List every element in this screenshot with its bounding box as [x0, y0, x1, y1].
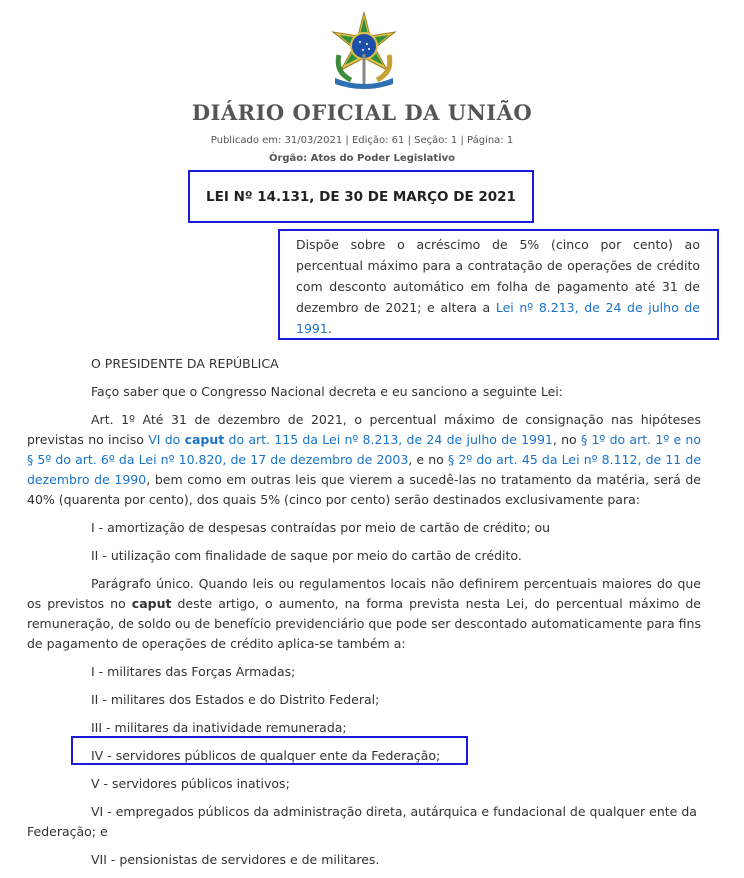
paragraph-item-v: V - servidores públicos inativos;	[91, 776, 290, 791]
article-1-link-2[interactable]: § 1º do art. 1º e no § 5º do art. 6º da Lei nº 10.820, de 17 de dezembro de 2003	[27, 432, 701, 467]
article-1-text: Art. 1º Até 31 de dezembro de 2021, o percentual máximo de consignação nas hipóteses previstas no inciso	[27, 412, 701, 447]
article-1-text-2: , no	[552, 432, 581, 447]
sole-paragraph-text: Parágrafo único. Quando leis ou regulamentos locais não definirem percentuais maiores do que os previstos no	[27, 576, 701, 611]
paragraph-item-iii: III - militares da inatividade remunerada;	[91, 720, 347, 735]
law-body	[27, 354, 701, 878]
article-1-link-1-text: VI do	[148, 432, 185, 447]
article-1-link-1-rest: do art. 115 da Lei nº 8.213, de 24 de julho de 1991	[224, 432, 553, 447]
ementa	[296, 234, 700, 339]
paragraph-item-i: I - militares das Forças Armadas;	[91, 664, 296, 679]
paragraph-item-vii: VII - pensionistas de servidores e de militares.	[91, 852, 380, 867]
article-1-item-ii: II - utilização com finalidade de saque por meio do cartão de crédito.	[91, 548, 522, 563]
sole-paragraph-caput: caput	[131, 596, 172, 611]
sole-paragraph-text-2: deste artigo, o aumento, na forma prevista nesta Lei, do percentual máximo de remuneração, de soldo ou de benefício previdenciário que pode ser descontado automaticamente para fins de pagamento de operações de crédito aplica-se também a:	[27, 596, 701, 651]
intro-line: Faço saber que o Congresso Nacional decreta e eu sanciono a seguinte Lei:	[91, 384, 563, 399]
article-1-text-4: , bem como em outras leis que vierem a sucedê-las no tratamento da matéria, será de 40% (quarenta por cento), dos quais 5% (cinco por cento) serão destinados exclusivamente para:	[27, 472, 701, 507]
article-1-item-i: I - amortização de despesas contraídas por meio de cartão de crédito; ou	[91, 520, 551, 535]
article-1	[27, 410, 701, 510]
publication-meta: Publicado em: 31/03/2021 | Edição: 61 | Seção: 1 | Página: 1	[210, 135, 514, 146]
sole-paragraph	[27, 574, 701, 654]
brazil-coat-of-arms-icon	[325, 10, 403, 90]
president-line: O PRESIDENTE DA REPÚBLICA	[91, 356, 279, 371]
law-title: LEI Nº 14.131, DE 30 DE MARÇO DE 2021	[206, 188, 516, 205]
article-1-link-1-caput: caput	[184, 432, 225, 447]
paragraph-item-ii: II - militares dos Estados e do Distrito Federal;	[91, 692, 380, 707]
ementa-law-link[interactable]: Lei nº 8.213, de 24 de julho de 1991	[296, 300, 700, 336]
law-title-highlight	[188, 170, 534, 223]
ementa-end: .	[327, 321, 332, 336]
page-title: DIÁRIO OFICIAL DA UNIÃO	[191, 100, 533, 125]
article-1-text-3: , e no	[408, 452, 448, 467]
article-1-link-1[interactable]	[148, 432, 553, 447]
paragraph-item-vi: VI - empregados públicos da administração direta, autárquica e fundacional de qualquer ente da Federação; e	[27, 804, 697, 839]
item-iv-highlight	[71, 736, 468, 765]
article-1-link-3[interactable]: § 2º do art. 45 da Lei nº 8.112, de 11 de dezembro de 1990	[27, 452, 702, 487]
organ-label: Órgão: Atos do Poder Legislativo	[268, 153, 456, 164]
paragraph-item-iv: IV - servidores públicos de qualquer ente da Federação;	[91, 748, 441, 763]
ementa-text: Dispõe sobre o acréscimo de 5% (cinco por cento) ao percentual máximo para a contratação de operações de crédito com desconto automático em folha de pagamento até 31 de dezembro de 2021; e altera a	[296, 237, 700, 315]
